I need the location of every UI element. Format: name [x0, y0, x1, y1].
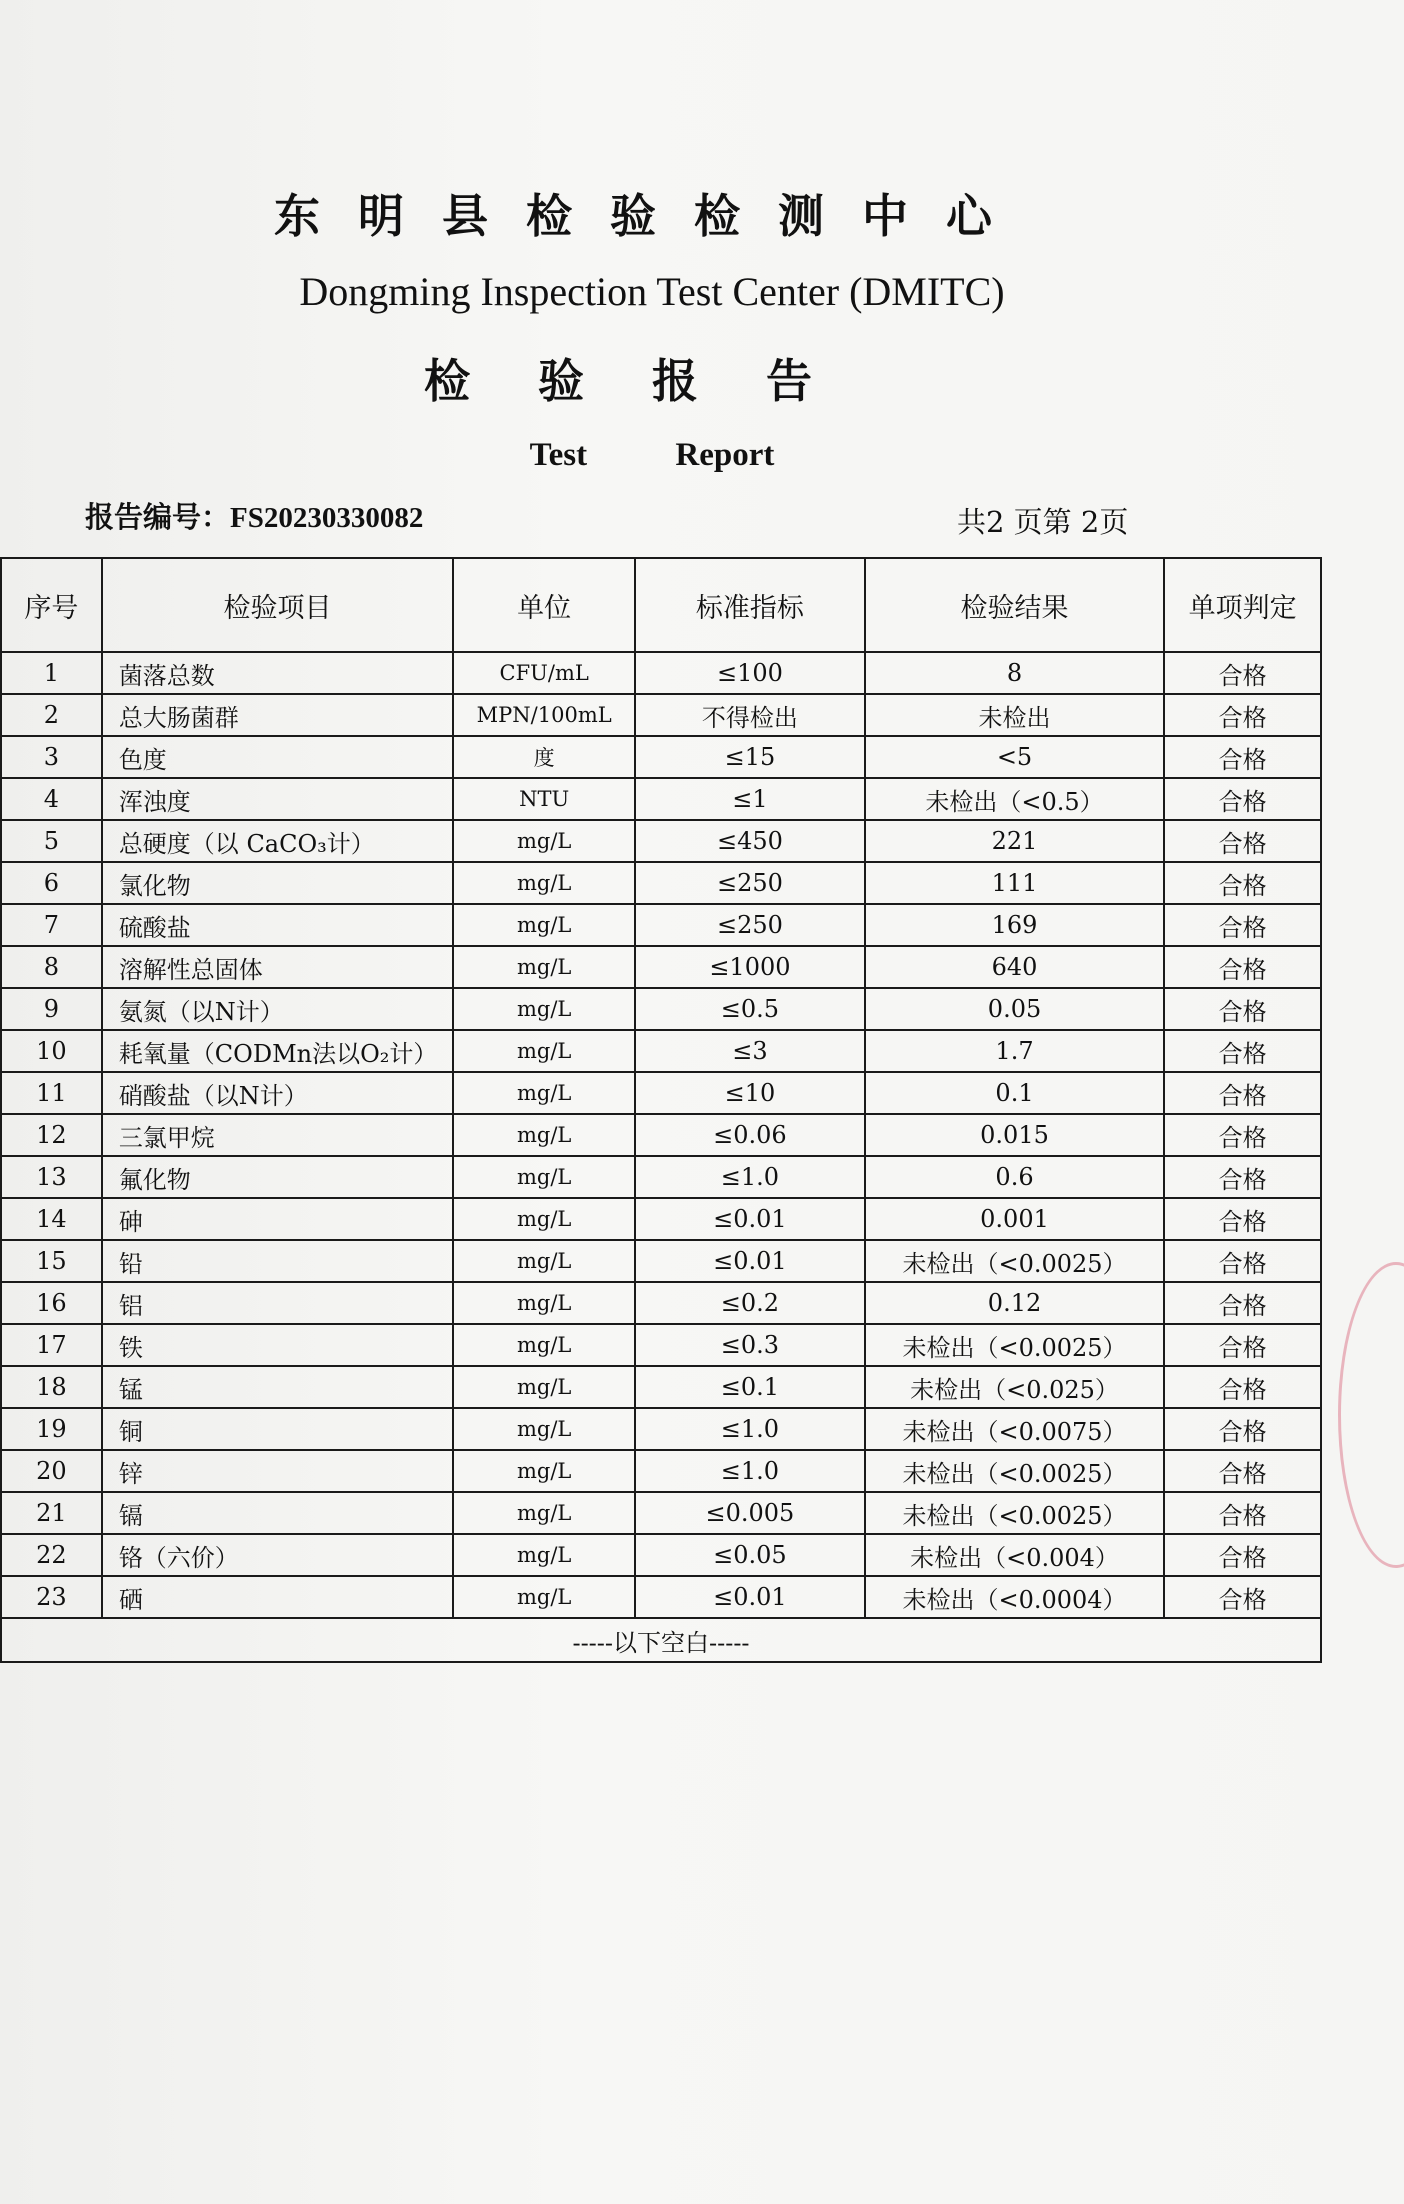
test-result: 0.6 — [865, 1156, 1165, 1198]
row-number: 11 — [1, 1072, 102, 1114]
table-row — [1, 946, 1321, 988]
results-table — [0, 557, 1322, 1663]
standard-limit: ≤1000 — [635, 946, 865, 988]
standard-limit: ≤250 — [635, 904, 865, 946]
unit: mg/L — [453, 1030, 635, 1072]
standard-limit: ≤10 — [635, 1072, 865, 1114]
test-item: 镉 — [102, 1492, 453, 1534]
row-number: 4 — [1, 778, 102, 820]
table-row — [1, 1198, 1321, 1240]
unit: mg/L — [453, 1198, 635, 1240]
column-header-verdict: 单项判定 — [1164, 558, 1321, 652]
test-item: 氨氮（以N计） — [102, 988, 453, 1030]
standard-limit: ≤0.01 — [635, 1240, 865, 1282]
verdict: 合格 — [1164, 1408, 1321, 1450]
test-item: 色度 — [102, 736, 453, 778]
row-number: 7 — [1, 904, 102, 946]
test-item: 铁 — [102, 1324, 453, 1366]
unit: mg/L — [453, 862, 635, 904]
verdict: 合格 — [1164, 988, 1321, 1030]
test-item: 浑浊度 — [102, 778, 453, 820]
verdict: 合格 — [1164, 736, 1321, 778]
report-title-chinese: 检验报告 — [424, 354, 880, 408]
unit: MPN/100mL — [453, 694, 635, 736]
standard-limit: ≤450 — [635, 820, 865, 862]
unit: CFU/mL — [453, 652, 635, 694]
test-item: 总大肠菌群 — [102, 694, 453, 736]
verdict: 合格 — [1164, 1156, 1321, 1198]
test-result: 0.12 — [865, 1282, 1165, 1324]
test-result: 未检出（<0.0025） — [865, 1450, 1165, 1492]
standard-limit: ≤1 — [635, 778, 865, 820]
row-number: 8 — [1, 946, 102, 988]
verdict: 合格 — [1164, 1492, 1321, 1534]
column-header-no: 序号 — [1, 558, 102, 652]
row-number: 17 — [1, 1324, 102, 1366]
row-number: 16 — [1, 1282, 102, 1324]
table-header-row — [1, 558, 1321, 652]
table-row — [1, 1576, 1321, 1618]
standard-limit: ≤15 — [635, 736, 865, 778]
table-end-row — [1, 1618, 1321, 1662]
unit: NTU — [453, 778, 635, 820]
row-number: 18 — [1, 1366, 102, 1408]
test-item: 总硬度（以 CaCO₃计） — [102, 820, 453, 862]
test-result: 0.05 — [865, 988, 1165, 1030]
test-result: 未检出（<0.0025） — [865, 1492, 1165, 1534]
standard-limit: ≤100 — [635, 652, 865, 694]
test-result: 221 — [865, 820, 1165, 862]
table-row — [1, 778, 1321, 820]
row-number: 12 — [1, 1114, 102, 1156]
end-note: -----以下空白----- — [1, 1618, 1321, 1662]
row-number: 15 — [1, 1240, 102, 1282]
verdict: 合格 — [1164, 1198, 1321, 1240]
test-item: 铅 — [102, 1240, 453, 1282]
page-count: 共2 页第 2页 — [957, 505, 1129, 539]
row-number: 14 — [1, 1198, 102, 1240]
table-row — [1, 1450, 1321, 1492]
table-row — [1, 1156, 1321, 1198]
verdict: 合格 — [1164, 1534, 1321, 1576]
table-row — [1, 1240, 1321, 1282]
unit: 度 — [453, 736, 635, 778]
test-result: 8 — [865, 652, 1165, 694]
test-result: 1.7 — [865, 1030, 1165, 1072]
table-row — [1, 862, 1321, 904]
unit: mg/L — [453, 1534, 635, 1576]
verdict: 合格 — [1164, 694, 1321, 736]
test-item: 氯化物 — [102, 862, 453, 904]
verdict: 合格 — [1164, 1324, 1321, 1366]
unit: mg/L — [453, 1492, 635, 1534]
test-result: 未检出（<0.004） — [865, 1534, 1165, 1576]
column-header-item: 检验项目 — [102, 558, 453, 652]
test-result: 0.015 — [865, 1114, 1165, 1156]
verdict: 合格 — [1164, 778, 1321, 820]
center-title-english: Dongming Inspection Test Center (DMITC) — [299, 269, 1005, 314]
unit: mg/L — [453, 1072, 635, 1114]
test-result: <5 — [865, 736, 1165, 778]
table-row — [1, 1030, 1321, 1072]
table-row — [1, 694, 1321, 736]
unit: mg/L — [453, 1114, 635, 1156]
unit: mg/L — [453, 820, 635, 862]
standard-limit: ≤1.0 — [635, 1408, 865, 1450]
table-body — [1, 652, 1321, 1662]
row-number: 9 — [1, 988, 102, 1030]
row-number: 1 — [1, 652, 102, 694]
table-row — [1, 1324, 1321, 1366]
test-item: 溶解性总固体 — [102, 946, 453, 988]
verdict: 合格 — [1164, 862, 1321, 904]
unit: mg/L — [453, 946, 635, 988]
row-number: 19 — [1, 1408, 102, 1450]
standard-limit: ≤0.5 — [635, 988, 865, 1030]
unit: mg/L — [453, 988, 635, 1030]
row-number: 21 — [1, 1492, 102, 1534]
standard-limit: 不得检出 — [635, 694, 865, 736]
standard-limit: ≤0.05 — [635, 1534, 865, 1576]
table-row — [1, 1114, 1321, 1156]
standard-limit: ≤1.0 — [635, 1450, 865, 1492]
standard-limit: ≤0.3 — [635, 1324, 865, 1366]
table-row — [1, 1072, 1321, 1114]
standard-limit: ≤0.01 — [635, 1198, 865, 1240]
verdict: 合格 — [1164, 820, 1321, 862]
standard-limit: ≤0.01 — [635, 1576, 865, 1618]
column-header-unit: 单位 — [453, 558, 635, 652]
verdict: 合格 — [1164, 1366, 1321, 1408]
row-number: 13 — [1, 1156, 102, 1198]
verdict: 合格 — [1164, 1072, 1321, 1114]
row-number: 5 — [1, 820, 102, 862]
unit: mg/L — [453, 904, 635, 946]
standard-limit: ≤0.06 — [635, 1114, 865, 1156]
test-item: 硫酸盐 — [102, 904, 453, 946]
standard-limit: ≤0.005 — [635, 1492, 865, 1534]
verdict: 合格 — [1164, 1030, 1321, 1072]
test-item: 硝酸盐（以N计） — [102, 1072, 453, 1114]
verdict: 合格 — [1164, 904, 1321, 946]
standard-limit: ≤0.1 — [635, 1366, 865, 1408]
table-row — [1, 1534, 1321, 1576]
test-item: 菌落总数 — [102, 652, 453, 694]
test-item: 铬（六价） — [102, 1534, 453, 1576]
standard-limit: ≤250 — [635, 862, 865, 904]
verdict: 合格 — [1164, 652, 1321, 694]
verdict: 合格 — [1164, 1450, 1321, 1492]
row-number: 10 — [1, 1030, 102, 1072]
test-item: 铜 — [102, 1408, 453, 1450]
table-row — [1, 1282, 1321, 1324]
test-result: 未检出（<0.025） — [865, 1366, 1165, 1408]
center-title-chinese: 东明县检验检测中心 — [274, 189, 1030, 243]
row-number: 2 — [1, 694, 102, 736]
verdict: 合格 — [1164, 1576, 1321, 1618]
unit: mg/L — [453, 1156, 635, 1198]
table-row — [1, 1366, 1321, 1408]
report-number: 报告编号：FS20230330082 — [85, 502, 424, 534]
test-item: 砷 — [102, 1198, 453, 1240]
unit: mg/L — [453, 1450, 635, 1492]
column-header-result: 检验结果 — [865, 558, 1165, 652]
verdict: 合格 — [1164, 1282, 1321, 1324]
report-title-english: Test Report — [529, 437, 775, 473]
standard-limit: ≤1.0 — [635, 1156, 865, 1198]
test-item: 氟化物 — [102, 1156, 453, 1198]
unit: mg/L — [453, 1576, 635, 1618]
table-row — [1, 988, 1321, 1030]
test-result: 未检出（<0.0075） — [865, 1408, 1165, 1450]
standard-limit: ≤3 — [635, 1030, 865, 1072]
test-item: 锌 — [102, 1450, 453, 1492]
standard-limit: ≤0.2 — [635, 1282, 865, 1324]
verdict: 合格 — [1164, 946, 1321, 988]
table-row — [1, 820, 1321, 862]
test-result: 0.001 — [865, 1198, 1165, 1240]
test-result: 0.1 — [865, 1072, 1165, 1114]
test-result: 未检出（<0.0025） — [865, 1324, 1165, 1366]
row-number: 23 — [1, 1576, 102, 1618]
table-row — [1, 736, 1321, 778]
seal-stamp — [1338, 1262, 1404, 1568]
test-item: 铝 — [102, 1282, 453, 1324]
unit: mg/L — [453, 1366, 635, 1408]
row-number: 6 — [1, 862, 102, 904]
unit: mg/L — [453, 1324, 635, 1366]
unit: mg/L — [453, 1240, 635, 1282]
row-number: 20 — [1, 1450, 102, 1492]
test-result: 111 — [865, 862, 1165, 904]
test-item: 耗氧量（CODMn法以O₂计） — [102, 1030, 453, 1072]
table-row — [1, 904, 1321, 946]
unit: mg/L — [453, 1408, 635, 1450]
test-result: 未检出 — [865, 694, 1165, 736]
table-row — [1, 1492, 1321, 1534]
row-number: 3 — [1, 736, 102, 778]
test-item: 三氯甲烷 — [102, 1114, 453, 1156]
verdict: 合格 — [1164, 1114, 1321, 1156]
column-header-standard: 标准指标 — [635, 558, 865, 652]
test-result: 未检出（<0.0025） — [865, 1240, 1165, 1282]
test-result: 640 — [865, 946, 1165, 988]
table-row — [1, 652, 1321, 694]
row-number: 22 — [1, 1534, 102, 1576]
verdict: 合格 — [1164, 1240, 1321, 1282]
table-row — [1, 1408, 1321, 1450]
test-result: 未检出（<0.0004） — [865, 1576, 1165, 1618]
test-item: 硒 — [102, 1576, 453, 1618]
test-result: 未检出（<0.5） — [865, 778, 1165, 820]
unit: mg/L — [453, 1282, 635, 1324]
test-item: 锰 — [102, 1366, 453, 1408]
test-result: 169 — [865, 904, 1165, 946]
